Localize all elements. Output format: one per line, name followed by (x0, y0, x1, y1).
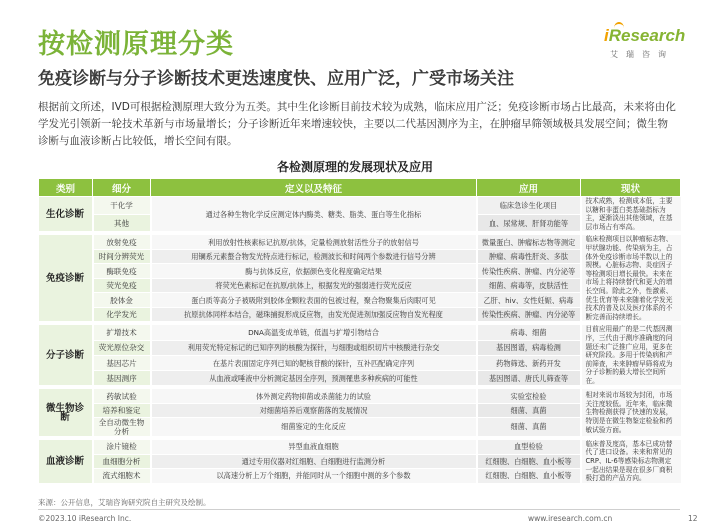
header-category: 类别 (39, 179, 93, 197)
subtype-cell: 荧光免疫 (93, 278, 151, 292)
subtype-cell: 全自动微生物分析 (93, 417, 151, 436)
definition-cell: 异型血液血细胞 (151, 439, 477, 454)
subtype-cell: 时间分辨荧光 (93, 249, 151, 263)
definition-cell: 在基片表面固定序列已知的靶核苷酸的探针，互补匹配确定序列 (151, 355, 477, 370)
subtype-cell: 药敏试验 (93, 389, 151, 403)
status-cell: 临床检测项目以肿瘤标志物、甲状腺功能、传染病为主，占体外免疫诊断市场半数以上的规模。心脏标志物、炎症因子等检测项目增长最快。未来在市场上将持续替代和更大的增长空间。除此之外，性激素、优生优育等未来随着化学发光技术的普及以及医疗体系的不断完善而持续增长。 (581, 235, 681, 322)
application-cell: 实验室检验 (477, 389, 581, 403)
definition-cell: 通过各种生物化学反应测定体内酶类、糖类、脂类、蛋白等生化指标 (151, 197, 477, 232)
subtype-cell: 胶体金 (93, 293, 151, 307)
application-cell: 临床急诊生化项目 (477, 197, 581, 215)
definition-cell: 利用荧光特定标记的已知序列的核酸为探针，与细胞或组织切片中核酸进行杂交 (151, 340, 477, 355)
subtype-cell: 干化学 (93, 197, 151, 215)
subtype-cell: 涂片镜检 (93, 439, 151, 454)
table-row (39, 439, 681, 454)
intro-paragraph: 根据前文所述，IVD可根据检测原理大致分为五类。其中生化诊断目前技术较为成熟，临床应用广泛；免疫诊断市场占比最高，未来将由化学发光引领新一轮技术革新与市场量增长；分子诊断近年来增速较快，主要以二代基因测序为主，在肿瘤早筛领域极具发展空间；微生物诊断与血液诊断占比较低，增长空间有限。 (38, 101, 676, 147)
category-cell: 分子诊断 (39, 325, 93, 386)
header-status: 现状 (581, 179, 681, 197)
logo-cn-text: 艾瑞咨询 (610, 50, 674, 59)
application-cell: 基因图谱，病毒检测 (477, 340, 581, 355)
application-cell: 乙肝、hiv、女性妊娠、病毒 (477, 293, 581, 307)
subtype-cell: 其他 (93, 214, 151, 232)
page-subtitle: 免疫诊断与分子诊断技术更迭速度快、应用广泛，广受市场关注 (38, 69, 514, 89)
definition-cell: 用镧系元素螯合物发光特点进行标记，检测波长和时间两个参数进行信号分辨 (151, 249, 477, 263)
logo-wordmark: iResearch (604, 26, 686, 45)
iresearch-logo (600, 22, 688, 66)
table-row (39, 197, 681, 215)
subtype-cell: 化学发光 (93, 307, 151, 322)
application-cell: 病毒、细菌 (477, 325, 581, 340)
definition-cell: 对细菌培养后观察菌落的发展情况 (151, 403, 477, 417)
definition-cell: 细菌鉴定的生化反应 (151, 417, 477, 436)
header-application: 应用 (477, 179, 581, 197)
definition-cell: DNA高温变成单链，低温与扩增引物结合 (151, 325, 477, 340)
subtype-cell: 荧光原位杂交 (93, 340, 151, 355)
application-cell: 药物筛选、新药开发 (477, 355, 581, 370)
application-cell: 红细胞、白细胞、血小板等 (477, 469, 581, 484)
subtype-cell: 基因测序 (93, 371, 151, 386)
page-title: 按检测原理分类 (38, 29, 234, 60)
definition-cell: 抗原抗体同样本结合，磁珠捕捉形成反应物，由发光促进剂加强反应物自发光程度 (151, 307, 477, 322)
category-cell: 免疫诊断 (39, 235, 93, 322)
definition-cell: 从血液或唾液中分析测定基因全序列，预测罹患多种疾病的可能性 (151, 371, 477, 386)
application-cell: 细菌、病毒等，皮肤活性 (477, 278, 581, 292)
definition-cell: 将荧光色素标记在抗原/抗体上，根据发光的强弱进行荧光反应 (151, 278, 477, 292)
page-number: 12 (688, 514, 698, 523)
application-cell: 细菌、真菌 (477, 403, 581, 417)
application-cell: 微量蛋白、肿瘤标志物等测定 (477, 235, 581, 249)
definition-cell: 蛋白质等高分子被吸附到胶体金颗粒表面的包被过程，聚合物聚集后肉眼可见 (151, 293, 477, 307)
detection-principle-table (38, 178, 681, 484)
status-cell: 目前应用最广的是二代基因测序，三代由于测序准确度的问题还未广泛推广应用，更多在研究阶段。多用于传染病和产前筛查，未来肿瘤早筛将成为分子诊断的最大增长空间所在。 (581, 325, 681, 386)
status-cell: 临床普及度高，基本已成功替代了进口设备。未来和常见的CRP、IL-6等感染标志物测定一起出结果是现在很多厂商积极打造的产品方向。 (581, 439, 681, 483)
application-cell: 血型检验 (477, 439, 581, 454)
definition-cell: 以高速分析上万个细胞，并能同时从一个细胞中测的多个参数 (151, 469, 477, 484)
category-cell: 生化诊断 (39, 197, 93, 232)
table-row (39, 235, 681, 249)
category-cell: 微生物诊断 (39, 389, 93, 436)
application-cell: 肿瘤、病毒性肝炎、多肽 (477, 249, 581, 263)
application-cell: 血、尿常规、肝肾功能等 (477, 214, 581, 232)
header-subtype: 细分 (93, 179, 151, 197)
category-cell: 血液诊断 (39, 439, 93, 483)
table-title: 各检测原理的发展现状及应用 (276, 160, 433, 174)
application-cell: 红细胞、白细胞、血小板等 (477, 454, 581, 469)
subtype-cell: 培养和鉴定 (93, 403, 151, 417)
status-cell: 技术成熟，检测成本低，主要以糖和非蛋白类基础指标为主，逐渐淡出其他领域，在基层市场占有率高。 (581, 197, 681, 232)
definition-cell: 体外测定药物抑菌或杀菌能力的试验 (151, 389, 477, 403)
definition-cell: 利用放射性核素标记抗原/抗体，定量检测放射活性分子的放射信号 (151, 235, 477, 249)
status-cell: 相对来说市场较为封闭，市场关注度较低。近年来，临床微生物检测获得了快速的发展，特别是在微生物鉴定检验和药敏试验方面。 (581, 389, 681, 436)
table-row (39, 389, 681, 403)
subtype-cell: 流式细胞术 (93, 469, 151, 484)
subtype-cell: 酶联免疫 (93, 264, 151, 278)
subtype-cell: 扩增技术 (93, 325, 151, 340)
copyright-text: ©2023.10 iResearch Inc. (38, 514, 132, 523)
definition-cell: 酶与抗体反应，依据颜色变化程度确定结果 (151, 264, 477, 278)
header-definition: 定义以及特征 (151, 179, 477, 197)
website-text: www.iresearch.com.cn (528, 514, 613, 523)
source-note: 来源：公开信息，艾瑞咨询研究院自主研究及绘制。 (38, 498, 211, 507)
table-header-row (39, 179, 681, 197)
definition-cell: 通过专用仪器对红细胞、白细胞进行监测分析 (151, 454, 477, 469)
application-cell: 传染性疾病、肿瘤、内分泌等 (477, 307, 581, 322)
application-cell: 基因图谱、唐氏儿筛查等 (477, 371, 581, 386)
application-cell: 传染性疾病、肿瘤、内分泌等 (477, 264, 581, 278)
subtype-cell: 基因芯片 (93, 355, 151, 370)
application-cell: 细菌、真菌 (477, 417, 581, 436)
subtype-cell: 放射免疫 (93, 235, 151, 249)
footer-divider (38, 509, 680, 510)
table-row (39, 325, 681, 340)
subtype-cell: 血细胞分析 (93, 454, 151, 469)
